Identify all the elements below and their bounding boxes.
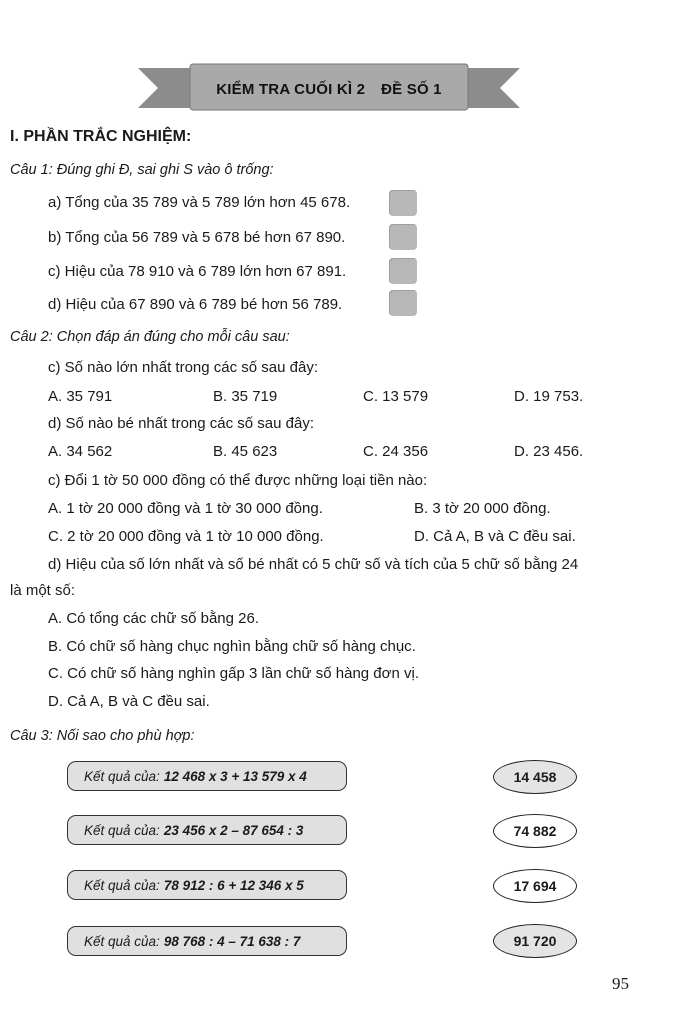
q2-d1-option-b[interactable]: B. 45 623	[213, 443, 278, 460]
expression-text: 78 912 : 6 + 12 346 x 5	[163, 877, 304, 893]
expression-prefix: Kết quả của:	[84, 933, 160, 949]
expression-box[interactable]	[67, 761, 347, 791]
q2-d2-option-c[interactable]: C. Có chữ số hàng nghìn gấp 3 lần chữ số hàng đơn vị.	[48, 665, 419, 682]
q1-item-a: a) Tổng của 35 789 và 5 789 lớn hơn 45 678.	[48, 194, 351, 211]
result-oval[interactable]: 74 882	[493, 814, 577, 848]
result-oval[interactable]: 14 458	[493, 760, 577, 794]
q2-d1-option-c[interactable]: C. 24 356	[363, 443, 429, 460]
q2-c1-option-b[interactable]: B. 35 719	[213, 388, 278, 405]
q2-part-d1-prompt: d) Số nào bé nhất trong các số sau đây:	[48, 415, 315, 432]
expression-text: 12 468 x 3 + 13 579 x 4	[163, 768, 307, 784]
q2-part-d2-prompt-line1: d) Hiệu của số lớn nhất và số bé nhất có 5 chữ số và tích của 5 chữ số bằng 24	[48, 556, 579, 573]
q2-c1-option-a[interactable]: A. 35 791	[48, 388, 113, 405]
section-title: I. PHẦN TRẮC NGHIỆM:	[10, 128, 192, 145]
q2-c1-option-d[interactable]: D. 19 753.	[514, 388, 584, 405]
result-oval[interactable]: 91 720	[493, 924, 577, 958]
expression-text: 23 456 x 2 – 87 654 : 3	[163, 822, 304, 838]
q2-part-c2-prompt: c) Đổi 1 tờ 50 000 đồng có thể được những loại tiền nào:	[48, 472, 428, 489]
question-1-heading: Câu 1: Đúng ghi Đ, sai ghi S vào ô trống:	[10, 162, 274, 178]
expression-box[interactable]	[67, 926, 347, 956]
q2-c2-option-b[interactable]: B. 3 tờ 20 000 đồng.	[414, 500, 551, 517]
q2-d1-option-a[interactable]: A. 34 562	[48, 443, 113, 460]
expression-prefix: Kết quả của:	[84, 822, 160, 838]
q2-d1-option-d[interactable]: D. 23 456.	[514, 443, 584, 460]
q2-part-c1-prompt: c) Số nào lớn nhất trong các số sau đây:	[48, 359, 318, 376]
q1-item-c: c) Hiệu của 78 910 và 6 789 lớn hơn 67 891.	[48, 263, 347, 280]
q1-item-d: d) Hiệu của 67 890 và 6 789 bé hơn 56 789.	[48, 296, 343, 313]
exam-title: KIỂM TRA CUỐI KÌ 2	[216, 80, 366, 98]
expression-box[interactable]	[67, 815, 347, 845]
q2-d2-option-a[interactable]: A. Có tổng các chữ số bằng 26.	[48, 610, 260, 627]
question-2-heading: Câu 2: Chọn đáp án đúng cho mỗi câu sau:	[10, 329, 290, 345]
result-oval[interactable]: 17 694	[493, 869, 577, 903]
question-3-heading: Câu 3: Nối sao cho phù hợp:	[10, 728, 195, 744]
expression-prefix: Kết quả của:	[84, 768, 160, 784]
q1-item-b: b) Tổng của 56 789 và 5 678 bé hơn 67 890.	[48, 229, 346, 246]
expression-text: 98 768 : 4 – 71 638 : 7	[163, 933, 301, 949]
answer-box-d[interactable]	[389, 290, 417, 316]
q2-d2-option-b[interactable]: B. Có chữ số hàng chục nghìn bằng chữ số hàng chục.	[48, 638, 416, 655]
expression-prefix: Kết quả của:	[84, 877, 160, 893]
q2-d2-option-d[interactable]: D. Cả A, B và C đều sai.	[48, 693, 210, 710]
expression-box[interactable]	[67, 870, 347, 900]
exam-subtitle: ĐỀ SỐ 1	[381, 80, 442, 98]
answer-box-c[interactable]	[389, 258, 417, 284]
answer-box-a[interactable]	[389, 190, 417, 216]
page-number: 95	[612, 974, 629, 993]
q2-c2-option-c[interactable]: C. 2 tờ 20 000 đồng và 1 tờ 10 000 đồng.	[48, 528, 324, 545]
title-ribbon	[138, 62, 520, 114]
q2-c1-option-c[interactable]: C. 13 579	[363, 388, 429, 405]
q2-part-d2-prompt-line2: là một số:	[10, 582, 76, 599]
q2-c2-option-d[interactable]: D. Cả A, B và C đều sai.	[414, 528, 576, 545]
answer-box-b[interactable]	[389, 224, 417, 250]
q2-c2-option-a[interactable]: A. 1 tờ 20 000 đồng và 1 tờ 30 000 đồng.	[48, 500, 323, 517]
